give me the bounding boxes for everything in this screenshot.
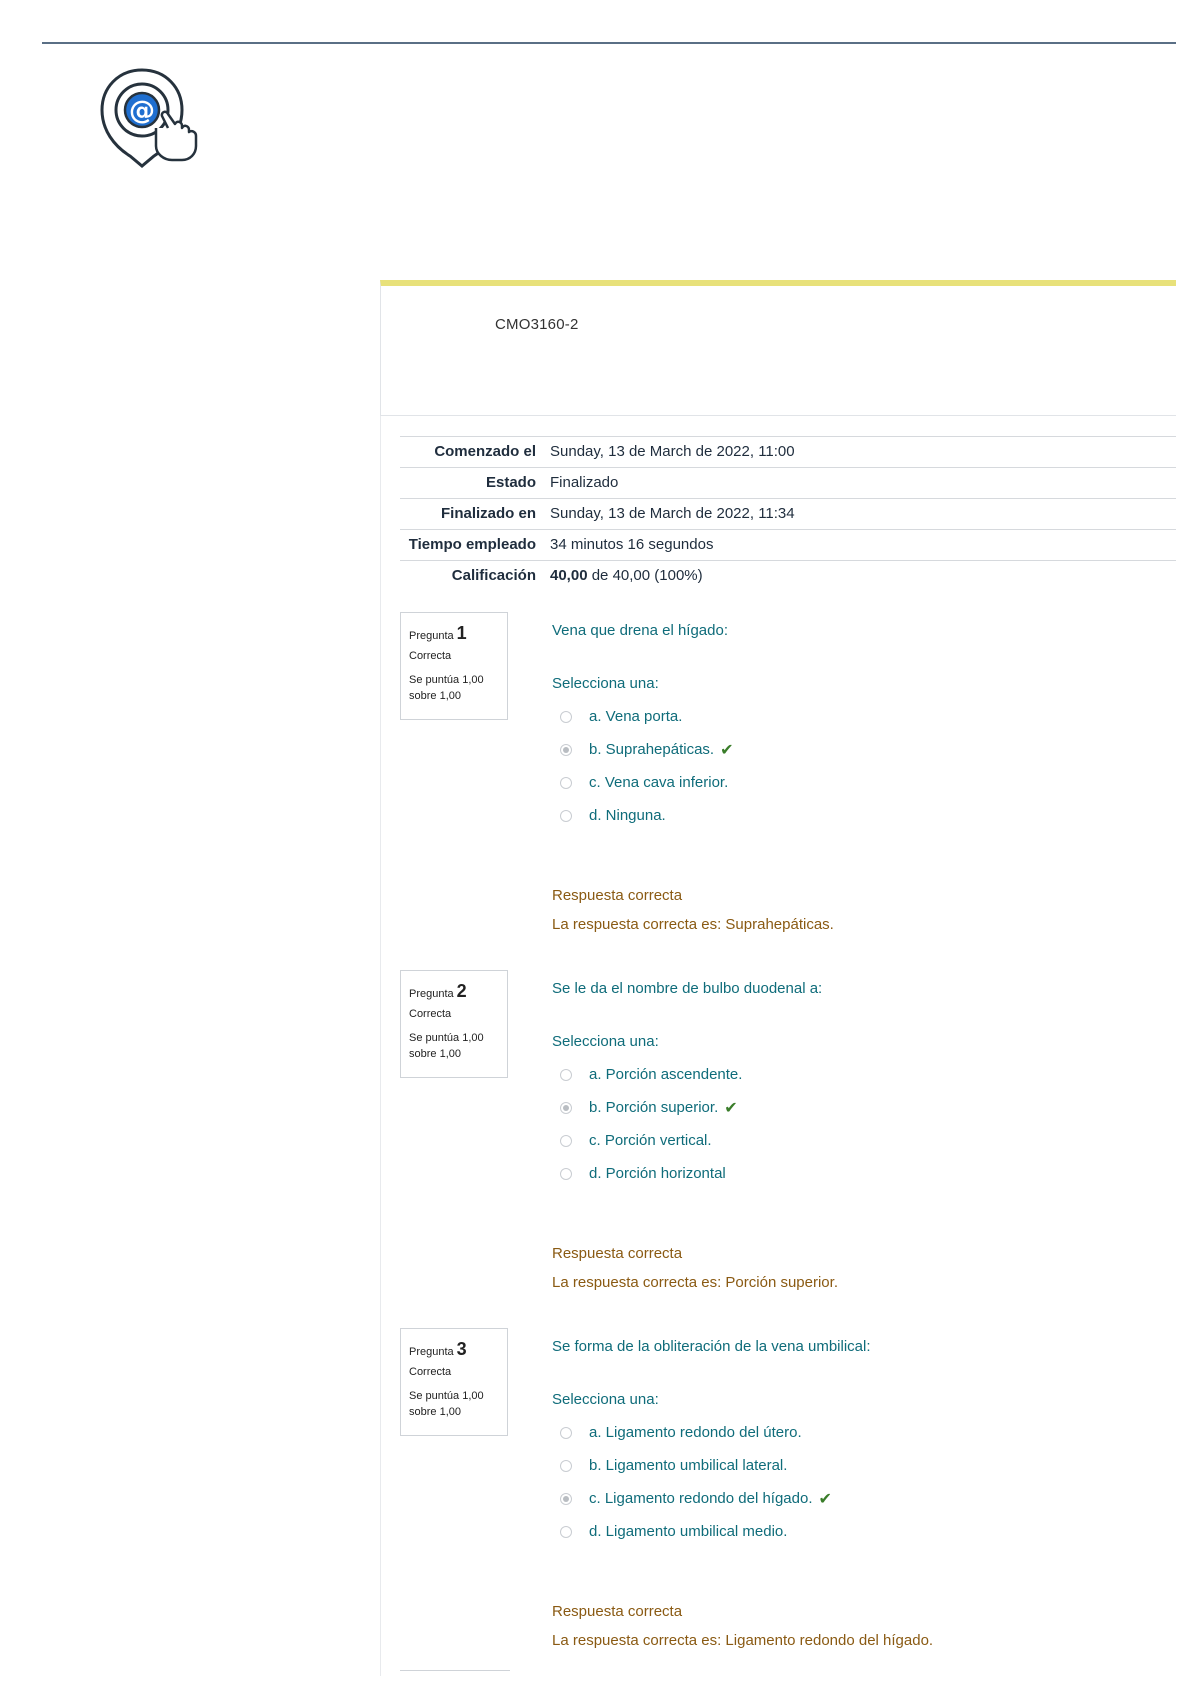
svg-text:@: @ xyxy=(129,96,155,126)
question-number: 3 xyxy=(456,1339,467,1359)
content-left-border xyxy=(380,416,381,1676)
radio-button[interactable] xyxy=(560,744,572,756)
check-icon: ✔ xyxy=(818,1490,832,1508)
question-feedback xyxy=(552,1245,1172,1291)
summary-row-started xyxy=(400,437,1176,468)
check-icon: ✔ xyxy=(720,741,734,759)
option-label: c. Porción vertical. xyxy=(589,1132,712,1149)
summary-value: Sunday, 13 de March de 2022, 11:00 xyxy=(550,443,795,460)
question-state: Correcta xyxy=(409,1008,452,1020)
option-label: a. Ligamento redondo del útero. xyxy=(589,1424,802,1441)
answer-option[interactable] xyxy=(552,1482,1172,1515)
question-info xyxy=(400,612,508,720)
right-answer: La respuesta correcta es: Suprahepáticas. xyxy=(552,916,834,933)
option-label: d. Ligamento umbilical medio. xyxy=(589,1523,788,1540)
question-label: Pregunta xyxy=(409,630,454,642)
summary-row-grade xyxy=(400,561,1176,591)
answer-option[interactable] xyxy=(552,700,1172,733)
summary-value: Finalizado xyxy=(550,474,619,491)
radio-button[interactable] xyxy=(560,1493,572,1505)
option-label: b. Suprahepáticas. xyxy=(589,741,715,758)
answer-option[interactable] xyxy=(552,733,1172,766)
question-text: Se forma de la obliteración de la vena umbilical: xyxy=(552,1338,871,1355)
attempt-summary-table xyxy=(400,436,1176,591)
option-label: c. Ligamento redondo del hígado. xyxy=(589,1490,813,1507)
answer-prompt: Selecciona una: xyxy=(552,1033,659,1050)
answer-prompt: Selecciona una: xyxy=(552,675,659,692)
grade-score: 40,00 xyxy=(550,567,588,584)
feedback-title: Respuesta correcta xyxy=(552,1245,683,1262)
radio-button[interactable] xyxy=(560,1427,572,1439)
question-grade: Se puntúa 1,00 sobre 1,00 xyxy=(409,674,484,702)
radio-button[interactable] xyxy=(560,1526,572,1538)
summary-label: Estado xyxy=(485,474,536,491)
radio-button[interactable] xyxy=(560,810,572,822)
right-answer: La respuesta correcta es: Porción superior. xyxy=(552,1274,838,1291)
question-text: Vena que drena el hígado: xyxy=(552,622,728,639)
question-text: Se le da el nombre de bulbo duodenal a: xyxy=(552,980,823,997)
radio-button[interactable] xyxy=(560,1135,572,1147)
at-sign-pointer-icon[interactable] xyxy=(98,62,202,174)
question-state: Correcta xyxy=(409,1366,452,1378)
option-label: d. Ninguna. xyxy=(589,807,666,824)
radio-button[interactable] xyxy=(560,1460,572,1472)
header-divider xyxy=(42,42,1176,44)
option-label: a. Porción ascendente. xyxy=(589,1066,743,1083)
option-label: b. Porción superior. xyxy=(589,1099,719,1116)
option-label: d. Porción horizontal xyxy=(589,1165,726,1182)
check-icon: ✔ xyxy=(724,1099,738,1117)
question-grade: Se puntúa 1,00 sobre 1,00 xyxy=(409,1390,484,1418)
answer-option[interactable] xyxy=(552,1058,1172,1091)
course-code: CMO3160-2 xyxy=(495,316,579,333)
answer-options xyxy=(552,1416,1172,1548)
question-number: 2 xyxy=(456,981,467,1001)
option-label: c. Vena cava inferior. xyxy=(589,774,729,791)
radio-button[interactable] xyxy=(560,1168,572,1180)
summary-row-time-taken xyxy=(400,530,1176,561)
answer-option[interactable] xyxy=(552,1449,1172,1482)
question-info xyxy=(400,1328,508,1436)
answer-option[interactable] xyxy=(552,1416,1172,1449)
option-label: b. Ligamento umbilical lateral. xyxy=(589,1457,788,1474)
question-label: Pregunta xyxy=(409,988,454,1000)
answer-options xyxy=(552,700,1172,832)
radio-button[interactable] xyxy=(560,1069,572,1081)
answer-option[interactable] xyxy=(552,799,1172,832)
course-header-panel xyxy=(380,280,1176,416)
summary-label: Finalizado en xyxy=(440,505,536,522)
question-feedback xyxy=(552,887,1172,933)
question-info xyxy=(400,970,508,1078)
summary-value: Sunday, 13 de March de 2022, 11:34 xyxy=(550,505,795,522)
question-grade: Se puntúa 1,00 sobre 1,00 xyxy=(409,1032,484,1060)
feedback-title: Respuesta correcta xyxy=(552,887,683,904)
question-content xyxy=(552,1338,1172,1649)
grade-rest: de 40,00 (100%) xyxy=(587,567,703,584)
radio-button[interactable] xyxy=(560,711,572,723)
question-number: 1 xyxy=(456,623,467,643)
summary-row-state xyxy=(400,468,1176,499)
summary-value xyxy=(550,565,1176,587)
answer-option[interactable] xyxy=(552,1515,1172,1548)
summary-label: Calificación xyxy=(451,567,536,584)
question-label: Pregunta xyxy=(409,1346,454,1358)
question-content xyxy=(552,622,1172,933)
radio-button[interactable] xyxy=(560,777,572,789)
question-content xyxy=(552,980,1172,1291)
summary-row-finished xyxy=(400,499,1176,530)
option-label: a. Vena porta. xyxy=(589,708,683,725)
answer-prompt: Selecciona una: xyxy=(552,1391,659,1408)
feedback-title: Respuesta correcta xyxy=(552,1603,683,1620)
radio-button[interactable] xyxy=(560,1102,572,1114)
answer-option[interactable] xyxy=(552,1091,1172,1124)
answer-options xyxy=(552,1058,1172,1190)
question-feedback xyxy=(552,1603,1172,1649)
answer-option[interactable] xyxy=(552,766,1172,799)
answer-option[interactable] xyxy=(552,1124,1172,1157)
summary-label: Comenzado el xyxy=(434,443,536,460)
right-answer: La respuesta correcta es: Ligamento redondo del hígado. xyxy=(552,1632,934,1649)
next-question-top-border xyxy=(400,1670,510,1671)
summary-label: Tiempo empleado xyxy=(408,536,536,553)
summary-value: 34 minutos 16 segundos xyxy=(550,536,714,553)
answer-option[interactable] xyxy=(552,1157,1172,1190)
question-state: Correcta xyxy=(409,650,452,662)
